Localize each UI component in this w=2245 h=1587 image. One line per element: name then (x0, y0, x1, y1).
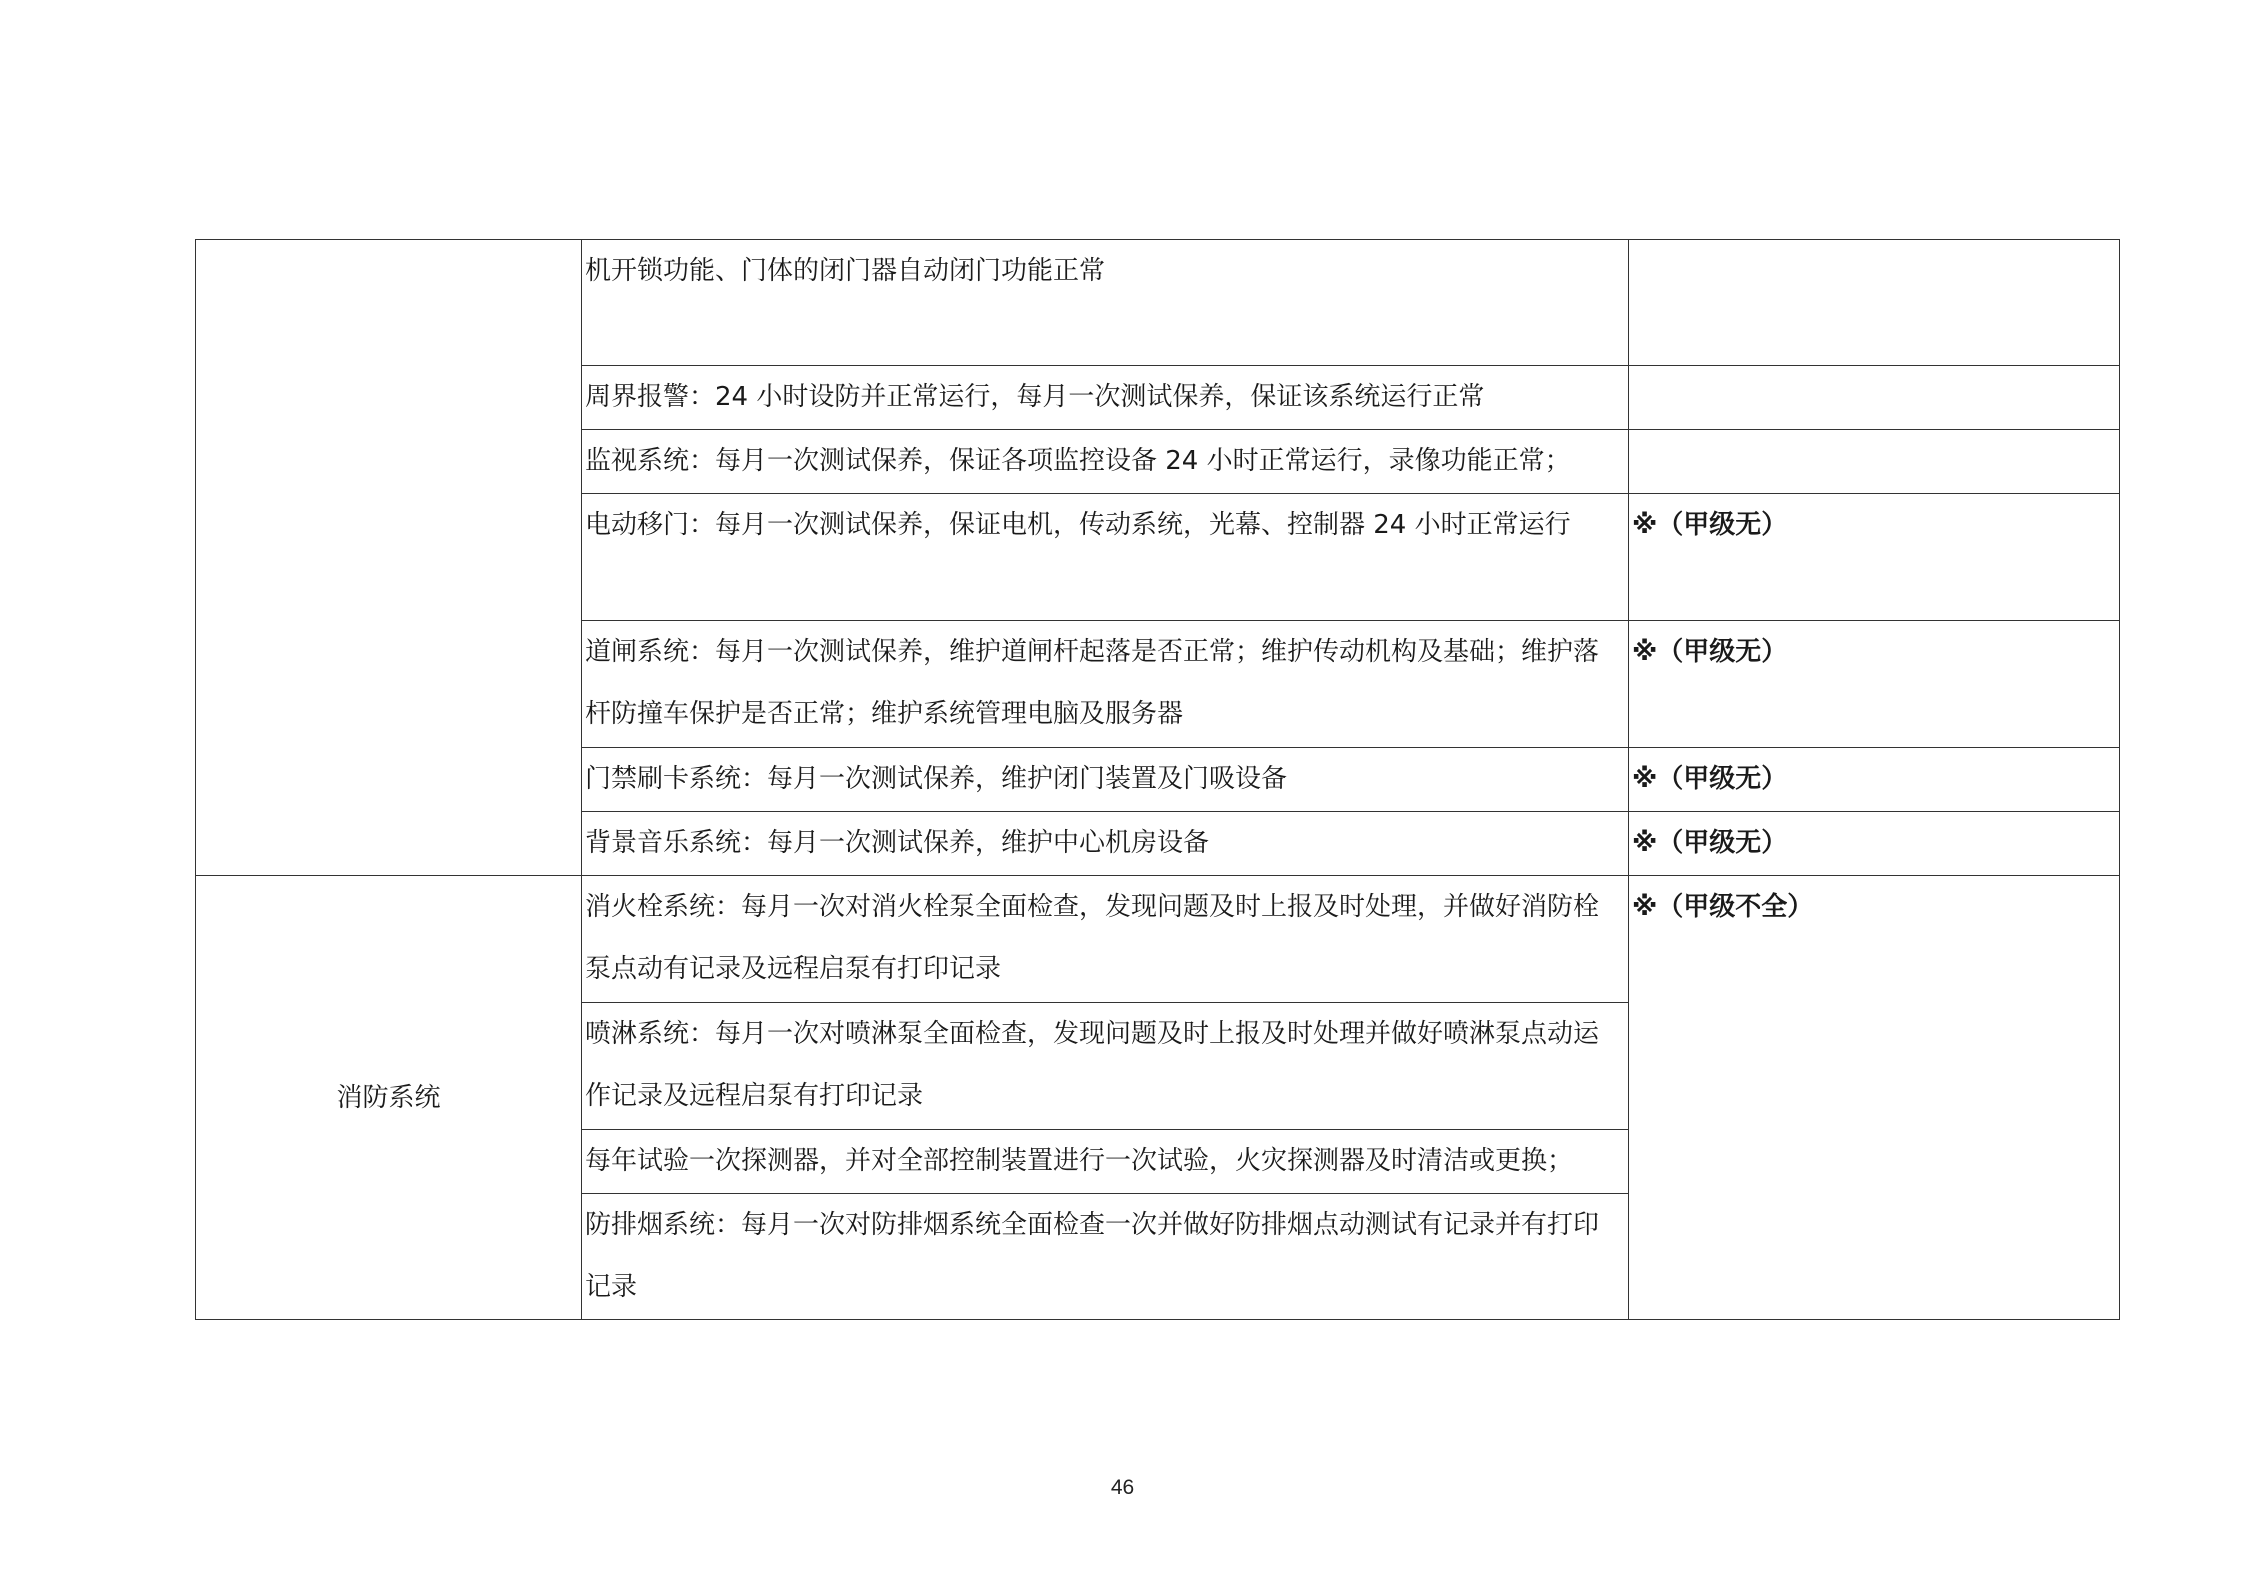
page-number: 46 (1110, 1476, 1135, 1499)
item-cell (582, 240, 1629, 366)
item-note: ※（甲级无） (1632, 764, 1788, 794)
item-cell (582, 621, 1629, 748)
item-text: 防排烟系统：每月一次对防排烟系统全面检查一次并做好防排烟点动测试有记录并有打印记录 (585, 1210, 1600, 1302)
note-cell (1629, 621, 2120, 748)
item-cell (582, 1003, 1629, 1130)
table-row (196, 876, 2120, 1003)
section-label-cell (196, 240, 582, 876)
note-cell (1629, 812, 2120, 876)
item-text: 消火栓系统：每月一次对消火栓泵全面检查，发现问题及时上报及时处理，并做好消防栓泵点动有记录及远程启泵有打印记录 (585, 892, 1600, 984)
item-text: 电动移门：每月一次测试保养，保证电机，传动系统，光幕、控制器 24 小时正常运行 (585, 510, 1571, 540)
item-text: 监视系统：每月一次测试保养，保证各项监控设备 24 小时正常运行，录像功能正常； (585, 446, 1571, 476)
item-note: ※（甲级无） (1632, 510, 1788, 540)
table-row (196, 240, 2120, 366)
note-cell (1629, 494, 2120, 621)
note-cell (1629, 240, 2120, 366)
item-note: ※（甲级无） (1632, 828, 1788, 858)
section-label-cell (196, 876, 582, 1320)
section-label: 消防系统 (336, 1082, 441, 1113)
item-cell (582, 430, 1629, 494)
item-cell (582, 1130, 1629, 1194)
note-cell (1629, 366, 2120, 430)
item-cell (582, 494, 1629, 621)
maintenance-table (195, 239, 2120, 1320)
item-cell (582, 1194, 1629, 1320)
item-text: 喷淋系统：每月一次对喷淋泵全面检查，发现问题及时上报及时处理并做好喷淋泵点动运作记录及远程启泵有打印记录 (585, 1019, 1600, 1111)
note-cell (1629, 748, 2120, 812)
item-text: 道闸系统：每月一次测试保养，维护道闸杆起落是否正常；维护传动机构及基础；维护落杆防撞车保护是否正常；维护系统管理电脑及服务器 (585, 637, 1600, 729)
item-text: 机开锁功能、门体的闭门器自动闭门功能正常 (585, 256, 1106, 286)
item-cell (582, 876, 1629, 1003)
item-text: 门禁刷卡系统：每月一次测试保养，维护闭门装置及门吸设备 (585, 764, 1288, 794)
item-text: 每年试验一次探测器，并对全部控制装置进行一次试验，火灾探测器及时清洁或更换； (585, 1146, 1574, 1176)
item-cell (582, 366, 1629, 430)
note-cell (1629, 430, 2120, 494)
item-text: 周界报警：24 小时设防并正常运行，每月一次测试保养，保证该系统运行正常 (585, 382, 1485, 412)
item-cell (582, 812, 1629, 876)
item-cell (582, 748, 1629, 812)
note-cell (1629, 876, 2120, 1320)
section-note: ※（甲级不全） (1632, 892, 1814, 922)
item-note: ※（甲级无） (1632, 637, 1788, 667)
item-text: 背景音乐系统：每月一次测试保养，维护中心机房设备 (585, 828, 1210, 858)
